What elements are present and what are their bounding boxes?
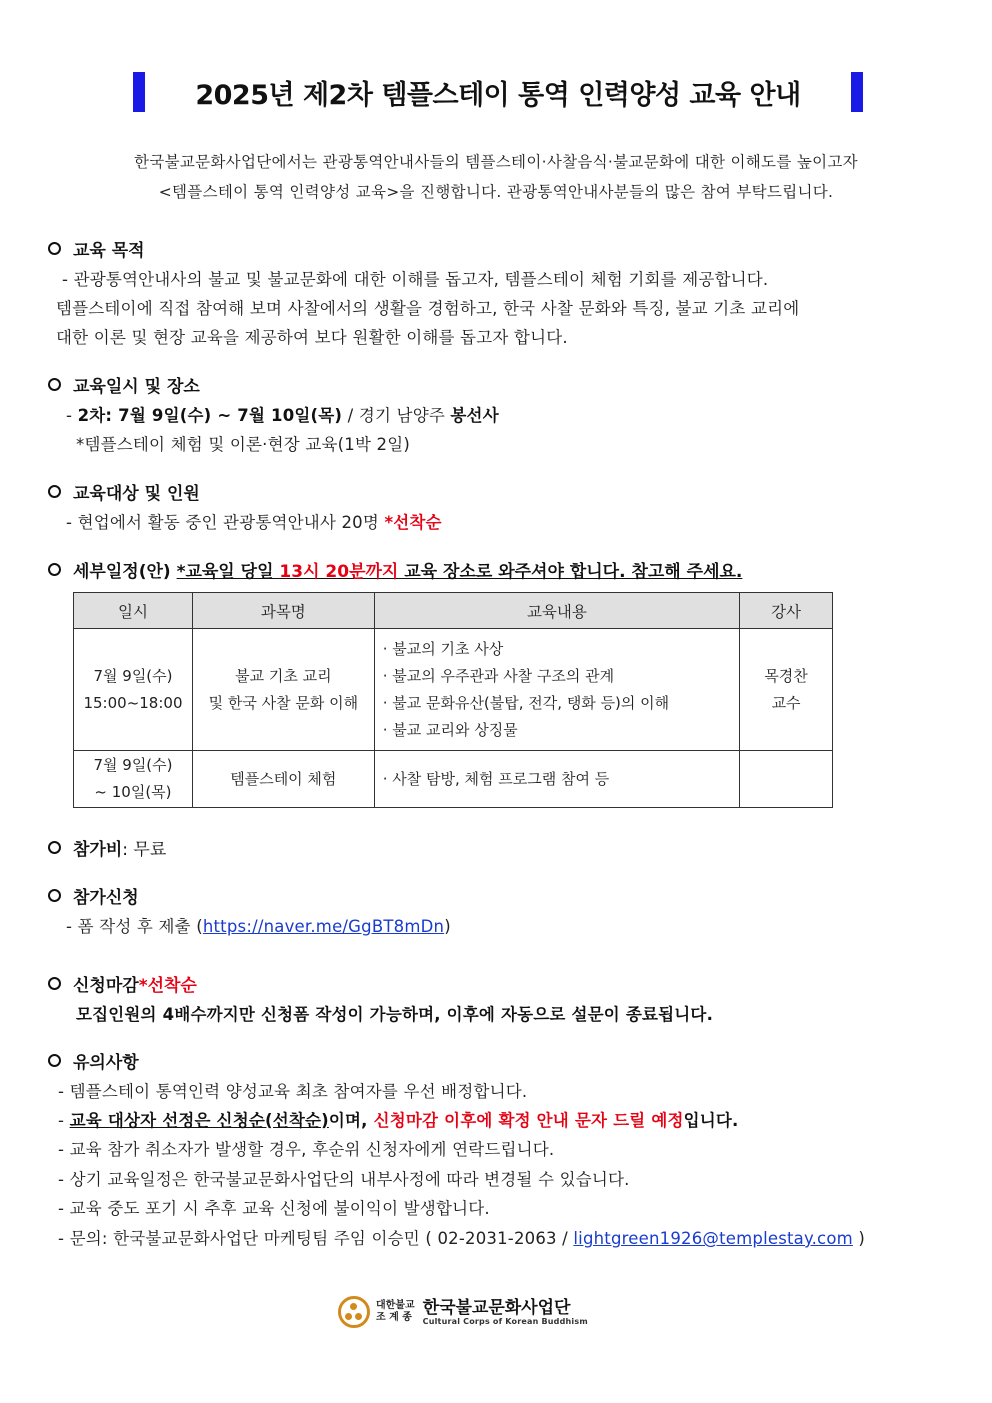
jogye-line-1: 대한불교 bbox=[376, 1300, 415, 1311]
subject-line: 불교 기초 교리 bbox=[235, 666, 332, 685]
target-text: - 현업에서 활동 중인 관광통역안내사 20명 bbox=[66, 513, 385, 532]
circle-bullet-icon bbox=[48, 378, 61, 391]
note-item-2 bbox=[58, 1107, 739, 1131]
column-header: 일시 bbox=[74, 593, 193, 629]
section-datetime bbox=[48, 372, 200, 397]
deadline-text: 모집인원의 4배수까지만 신청폼 작성이 가능하며, 이후에 자동으로 설문이 종료됩니다. bbox=[76, 1005, 714, 1024]
note-item-2-end: 입니다. bbox=[683, 1111, 739, 1130]
section-deadline-heading: 신청마감 bbox=[73, 976, 139, 996]
apply-line bbox=[66, 913, 451, 937]
cell-content bbox=[374, 629, 739, 751]
cell-content: · 사찰 탐방, 체험 프로그램 참여 등 bbox=[374, 751, 739, 808]
date-line: 7월 9일(수) bbox=[93, 666, 173, 685]
schedule-notice-a: *교육일 당일 bbox=[176, 562, 280, 582]
cell-lecturer bbox=[740, 751, 833, 808]
intro-line-2: <템플스테이 통역 인력양성 교육>을 진행합니다. 관광통역안내사분들의 많은 참여 부탁드립니다. bbox=[158, 183, 834, 201]
note-item-5: - 교육 중도 포기 시 추후 교육 신청에 불이익이 발생합니다. bbox=[58, 1199, 490, 1218]
page-title: 2025년 제2차 템플스테이 통역 인력양성 교육 안내 bbox=[195, 79, 801, 111]
section-notes-heading: 유의사항 bbox=[73, 1053, 139, 1073]
datetime-note: *템플스테이 체험 및 이론·현장 교육(1박 2일) bbox=[76, 435, 411, 454]
purpose-line-3: 대한 이론 및 현장 교육을 제공하여 보다 원활한 이해를 돕고자 합니다. bbox=[56, 328, 568, 347]
title-block bbox=[133, 70, 863, 114]
note-item-2-mid: 이며, bbox=[328, 1111, 374, 1130]
deadline-first-come: *선착순 bbox=[138, 976, 197, 996]
circle-bullet-icon bbox=[48, 242, 61, 255]
column-header: 과목명 bbox=[192, 593, 374, 629]
circle-bullet-icon bbox=[48, 889, 61, 902]
intro-line-1: 한국불교문화사업단에서는 관광통역안내사들의 템플스테이·사찰음식·불교문화에 대한 이해도를 높이고자 bbox=[134, 153, 858, 171]
purpose-line-2: 템플스테이에 직접 참여해 보며 사찰에서의 생활을 경험하고, 한국 사찰 문화와 특징, 불교 기초 교리에 bbox=[56, 299, 800, 318]
content-item: · 불교 문화유산(불탑, 전각, 탱화 등)의 이해 bbox=[382, 693, 670, 712]
apply-text-end: ) bbox=[444, 917, 451, 936]
schedule-notice-b: 교육 장소로 와주셔야 합니다. 참고해 주세요. bbox=[398, 562, 743, 582]
datetime-date: 2차: 7월 9일(수) ~ 7월 10일(목) bbox=[77, 406, 343, 425]
section-apply-heading: 참가신청 bbox=[73, 888, 139, 908]
org-name-ko: 한국불교문화사업단 bbox=[422, 1297, 571, 1318]
title-bar-left bbox=[133, 72, 145, 112]
apply-text: - 폼 작성 후 제출 ( bbox=[66, 917, 203, 936]
table-row bbox=[74, 751, 833, 808]
section-notes bbox=[48, 1048, 139, 1073]
section-target bbox=[48, 479, 200, 504]
note-item-2-red: 신청마감 이후에 확정 안내 문자 드릴 예정 bbox=[373, 1111, 684, 1130]
section-schedule-heading: 세부일정(안) bbox=[73, 562, 171, 582]
date-line: 7월 9일(수) bbox=[93, 756, 173, 774]
apply-form-link[interactable]: https://naver.me/GgBT8mDn bbox=[202, 917, 445, 936]
schedule-notice-time: 13시 20분까지 bbox=[279, 562, 399, 582]
jogye-line-2: 조 계 종 bbox=[376, 1312, 412, 1323]
schedule-table bbox=[73, 592, 833, 808]
title-bar-right bbox=[851, 72, 863, 112]
note-item-2-dash: - bbox=[58, 1111, 70, 1130]
content-item: · 불교 교리와 상징물 bbox=[382, 720, 518, 739]
contact-email-link[interactable]: lightgreen1926@templestay.com bbox=[573, 1229, 853, 1248]
org-name bbox=[423, 1299, 588, 1326]
cell-lecturer bbox=[740, 629, 833, 751]
datetime-line bbox=[66, 402, 499, 426]
section-datetime-heading: 교육일시 및 장소 bbox=[73, 377, 200, 397]
content-item: · 불교의 기초 사상 bbox=[382, 639, 504, 658]
datetime-place-sep: / 경기 남양주 bbox=[342, 406, 451, 425]
section-purpose bbox=[48, 236, 145, 261]
datetime-place: 봉선사 bbox=[450, 406, 499, 425]
section-apply bbox=[48, 883, 139, 908]
section-target-heading: 교육대상 및 인원 bbox=[73, 484, 200, 504]
note-item-6 bbox=[58, 1225, 865, 1249]
time-line: 15:00~18:00 bbox=[83, 693, 183, 712]
section-fee-heading: 참가비 bbox=[73, 840, 123, 860]
note-item-2-underline: 교육 대상자 선정은 신청순(선착순) bbox=[69, 1111, 329, 1130]
datetime-dash: - bbox=[66, 406, 73, 425]
column-header: 강사 bbox=[740, 593, 833, 629]
three-jewels-logo-icon bbox=[338, 1296, 370, 1328]
target-line bbox=[66, 509, 442, 533]
section-purpose-heading: 교육 목적 bbox=[73, 241, 145, 261]
circle-bullet-icon bbox=[48, 977, 61, 990]
date-line: ~ 10일(목) bbox=[94, 783, 172, 801]
jogye-order-label bbox=[376, 1300, 415, 1324]
fee-value: : 무료 bbox=[122, 840, 167, 860]
column-header: 교육내용 bbox=[374, 593, 739, 629]
cell-date bbox=[74, 629, 193, 751]
target-first-come: *선착순 bbox=[384, 513, 442, 532]
section-deadline bbox=[48, 971, 197, 996]
contact-text-end: ) bbox=[852, 1229, 865, 1248]
schedule-notice bbox=[177, 557, 743, 582]
footer-logo bbox=[338, 1296, 588, 1328]
lecturer-title: 교수 bbox=[771, 693, 801, 712]
circle-bullet-icon bbox=[48, 563, 61, 576]
cell-subject bbox=[192, 629, 374, 751]
note-item-1: - 템플스테이 통역인력 양성교육 최초 참여자를 우선 배정합니다. bbox=[58, 1082, 528, 1101]
note-item-3: - 교육 참가 취소자가 발생할 경우, 후순위 신청자에게 연락드립니다. bbox=[58, 1140, 555, 1159]
contact-text: - 문의: 한국불교문화사업단 마케팅팀 주임 이승민 ( 02-2031-2063 / bbox=[58, 1229, 574, 1248]
section-schedule bbox=[48, 557, 742, 582]
circle-bullet-icon bbox=[48, 485, 61, 498]
subject-line: 및 한국 사찰 문화 이해 bbox=[208, 693, 359, 712]
org-name-en: Cultural Corps of Korean Buddhism bbox=[422, 1316, 588, 1326]
cell-subject: 템플스테이 체험 bbox=[192, 751, 374, 808]
table-row bbox=[74, 629, 833, 751]
circle-bullet-icon bbox=[48, 1054, 61, 1067]
table-header-row bbox=[74, 593, 833, 629]
cell-date bbox=[74, 751, 193, 808]
content-item: · 불교의 우주관과 사찰 구조의 관계 bbox=[382, 666, 615, 685]
lecturer-name: 목경찬 bbox=[764, 666, 808, 685]
section-fee bbox=[48, 835, 166, 860]
note-item-4: - 상기 교육일정은 한국불교문화사업단의 내부사정에 따라 변경될 수 있습니다. bbox=[58, 1170, 630, 1189]
purpose-line-1: - 관광통역안내사의 불교 및 불교문화에 대한 이해를 돕고자, 템플스테이 체험 기회를 제공합니다. bbox=[62, 270, 769, 289]
circle-bullet-icon bbox=[48, 841, 61, 854]
